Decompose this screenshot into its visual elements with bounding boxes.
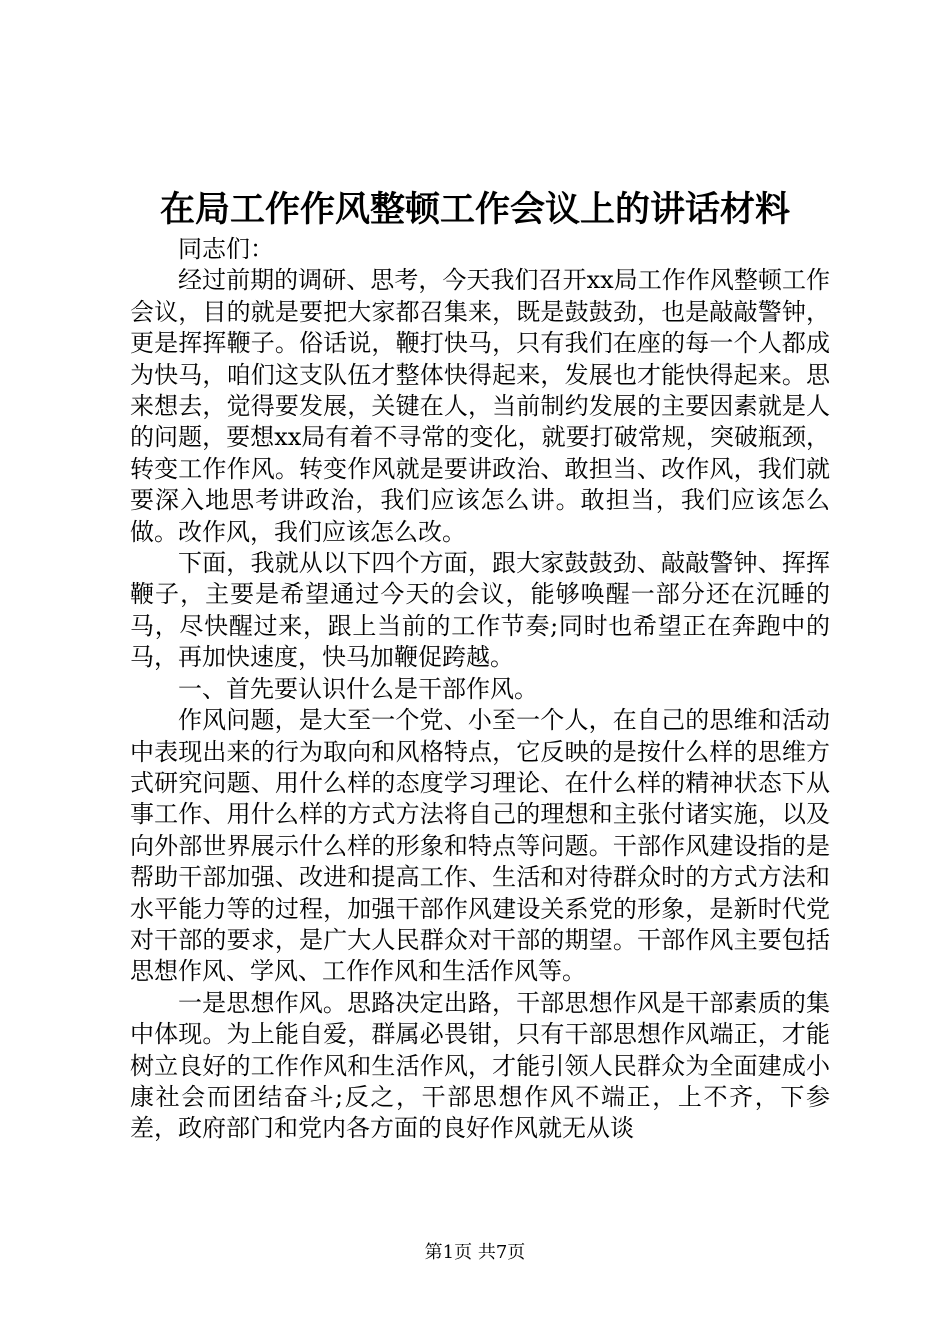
body-paragraph: 下面，我就从以下四个方面，跟大家鼓鼓劲、敲敲警钟、挥挥鞭子，主要是希望通过今天的会议，能够唤醒一部分还在沉睡的马，尽快醒过来，跟上当前的工作节奏;同时也希望正在奔跑中的马，再加快速度，快马加鞭促跨越。 [130, 549, 830, 672]
body-paragraph: 作风问题，是大至一个党、小至一个人，在自己的思维和活动中表现出来的行为取向和风格特点，它反映的是按什么样的思维方式研究问题、用什么样的态度学习理论、在什么样的精神状态下从事工作、用什么样的方式方法将自己的理想和主张付诸实施，以及向外部世界展示什么样的形象和特点等问题。干部作风建设指的是帮助干部加强、改进和提高工作、生活和对待群众时的方式方法和水平能力等的过程，加强干部作风建设关系党的形象，是新时代党对干部的要求，是广大人民群众对干部的期望。干部作风主要包括思想作风、学风、工作作风和生活作风等。 [130, 706, 830, 986]
section-heading: 一、首先要认识什么是干部作风。 [178, 674, 538, 703]
body-paragraph: 经过前期的调研、思考，今天我们召开xx局工作作风整顿工作会议，目的就是要把大家都召集来，既是鼓鼓劲，也是敲敲警钟，更是挥挥鞭子。俗话说，鞭打快马，只有我们在座的每一个人都成为快马，咱们这支队伍才整体快得起来，发展也才能快得起来。思来想去，觉得要发展，关键在人，当前制约发展的主要因素就是人的问题，要想xx局有着不寻常的变化，就要打破常规，突破瓶颈，转变工作作风。转变作风就是要讲政治、敢担当、改作风，我们就要深入地思考讲政治，我们应该怎么讲。敢担当，我们应该怎么做。改作风，我们应该怎么改。 [130, 266, 830, 546]
body-paragraph: 一是思想作风。思路决定出路，干部思想作风是干部素质的集中体现。为上能自爱，群属必畏钳，只有干部思想作风端正，才能树立良好的工作作风和生活作风，才能引领人民群众为全面建成小康社会而团结奋斗;反之，干部思想作风不端正，上不齐，下参差，政府部门和党内各方面的良好作风就无从谈 [130, 988, 830, 1143]
document-title: 在局工作作风整顿工作会议上的讲话材料 [159, 189, 790, 230]
page-footer: 第1页 共7页 [424, 1242, 526, 1263]
salutation-paragraph: 同志们： [178, 235, 274, 263]
document-body [130, 234, 830, 1145]
